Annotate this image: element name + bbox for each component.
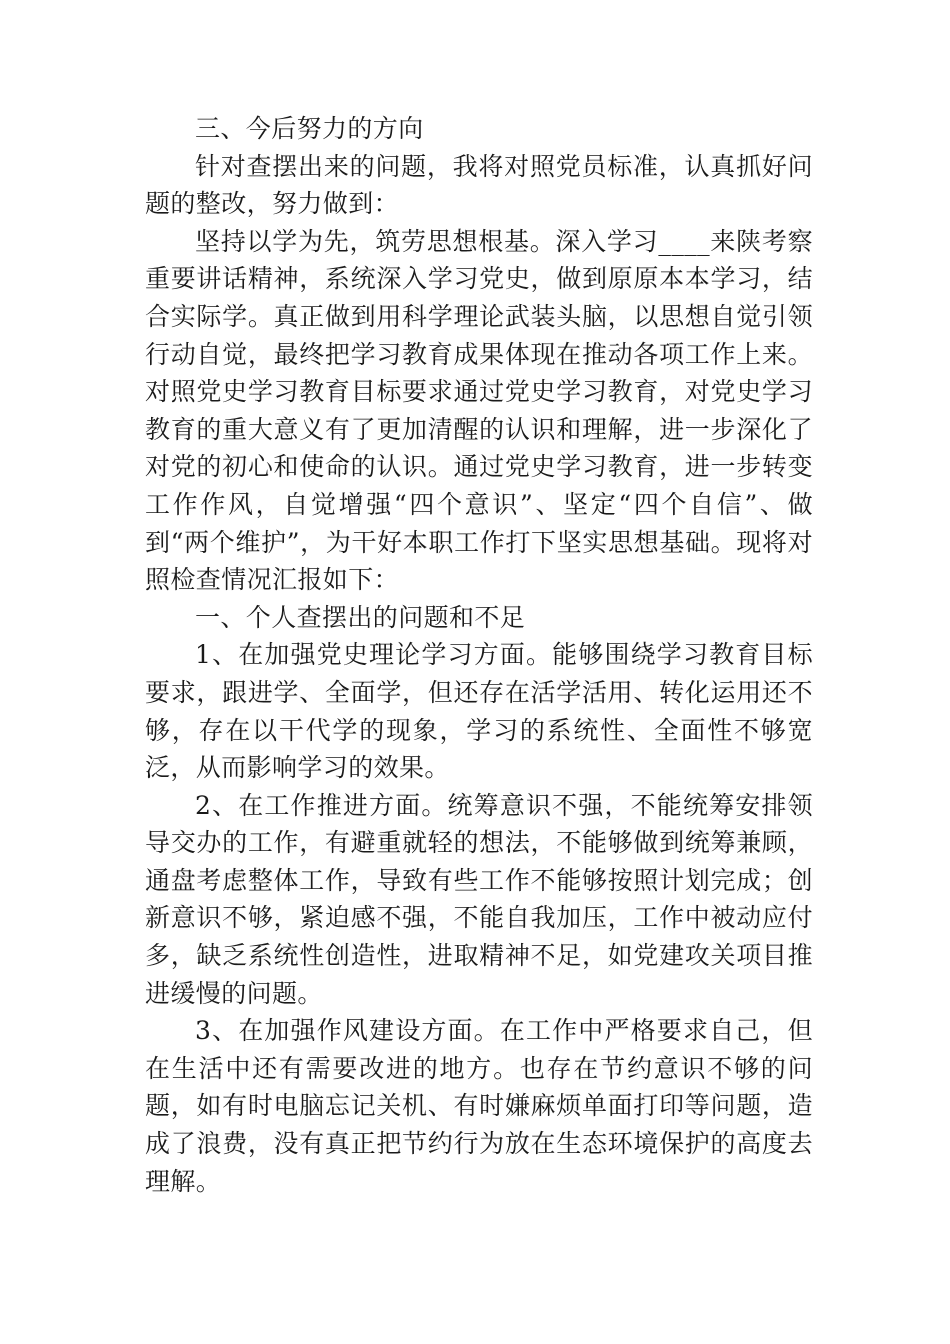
problem-item-1: 1、在加强党史理论学习方面。能够围绕学习教育目标要求，跟进学、全面学，但还存在活学活用、转化运用还不够，存在以干代学的现象，学习的系统性、全面性不够宽泛，从而影响学习的效果。 bbox=[145, 640, 813, 783]
section-heading-problems: 一、个人查摆出的问题和不足 bbox=[195, 602, 526, 632]
document-page bbox=[145, 110, 813, 1200]
problem-item-2: 2、在工作推进方面。统筹意识不强，不能统筹安排领导交办的工作，有避重就轻的想法，不能够做到统筹兼顾，通盘考虑整体工作，导致有些工作不能够按照计划完成；创新意识不够，紧迫感不强，不能自我加压，工作中被动应付多，缺乏系统性创造性，进取精神不足，如党建攻关项目推进缓慢的问题。 bbox=[145, 790, 813, 1008]
intro-paragraph: 针对查摆出来的问题，我将对照党员标准，认真抓好问题的整改，努力做到： bbox=[145, 151, 813, 219]
study-commitment-paragraph: 坚持以学为先，筑劳思想根基。深入学习____来陕考察重要讲话精神，系统深入学习党史，做到原原本本学习，结合实际学。真正做到用科学理论武装头脑，以思想自觉引领行动自觉，最终把学习教育成果体现在推动各项工作上来。对照党史学习教育目标要求通过党史学习教育，对党史学习教育的重大意义有了更加清醒的认识和理解，进一步深化了对党的初心和使命的认识。通过党史学习教育，进一步转变工作作风，自觉增强“四个意识”、坚定“四个自信”、做到“两个维护”，为干好本职工作打下坚实思想基础。现将对照检查情况汇报如下： bbox=[145, 226, 813, 595]
section-heading-future-direction: 三、今后努力的方向 bbox=[195, 114, 424, 143]
problem-item-3: 3、在加强作风建设方面。在工作中严格要求自己，但在生活中还有需要改进的地方。也存在节约意识不够的问题，如有时电脑忘记关机、有时嫌麻烦单面打印等问题，造成了浪费，没有真正把节约行为放在生态环境保护的高度去理解。 bbox=[145, 1016, 813, 1196]
